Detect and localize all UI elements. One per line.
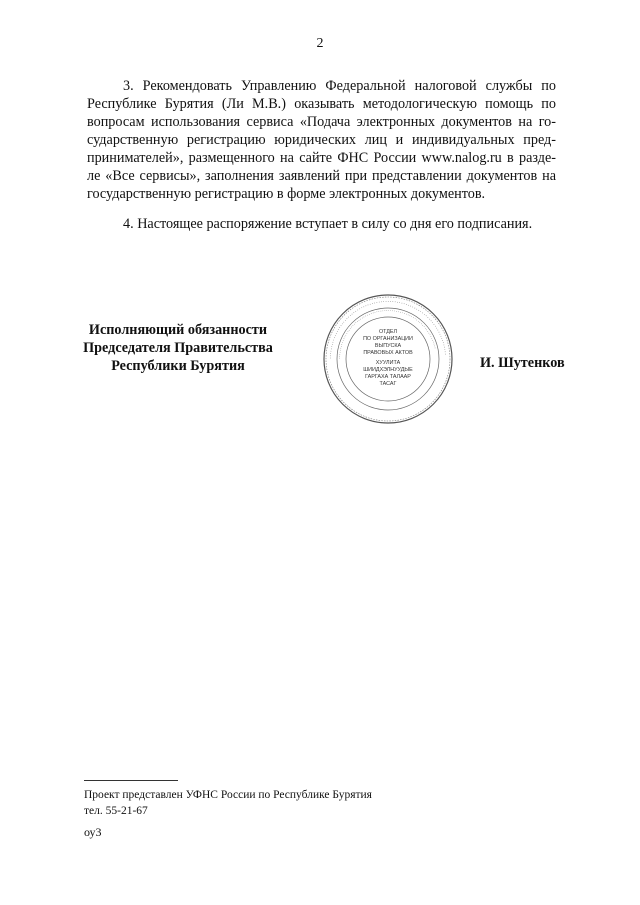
- paragraph-3-line: вопросам использования сервиса «Подача электронных документов на го-: [87, 114, 556, 130]
- signatory-name: И. Шутенков: [480, 355, 565, 371]
- seal-line: ШИИДХЭЛНУУДЫЕ: [363, 367, 413, 373]
- paragraph-4: [87, 215, 556, 233]
- paragraph-3-line: ле «Все сервисы», заполнения заявлений при представлении документов на: [87, 168, 556, 184]
- seal-line: ТАСАГ: [379, 381, 397, 387]
- paragraph-4-line: 4. Настоящее распоряжение вступает в силу со дня его подписания.: [123, 216, 533, 232]
- footnote-phone: тел. 55-21-67: [84, 805, 148, 817]
- paragraph-3-line: принимателей», размещенного на сайте ФНС России www.nalog.ru в разде-: [87, 150, 556, 166]
- seal-line: ПРАВОВЫХ АКТОВ: [363, 350, 413, 356]
- official-seal: [322, 293, 454, 425]
- paragraph-3-line: Республике Бурятия (Ли М.В.) оказывать методологическую помощь по: [87, 96, 556, 112]
- seal-line: ВЫПУСКА: [374, 343, 402, 349]
- paragraph-3: [87, 77, 556, 203]
- signatory-title-line: Республики Бурятия: [111, 358, 245, 374]
- page-number: 2: [316, 36, 324, 51]
- seal-line: ГАРГАХА ТАЛААР: [365, 374, 411, 380]
- seal-line: ХУУЛИТА: [375, 360, 401, 366]
- footnote-divider: [84, 780, 178, 781]
- footnote-line: Проект представлен УФНС России по Республике Бурятия: [84, 789, 372, 801]
- document-code: оу3: [84, 825, 102, 839]
- paragraph-3-line: сударственную регистрацию юридических лиц и индивидуальных пред-: [87, 132, 556, 148]
- footnote: [84, 787, 372, 819]
- svg-text:······························: ·······································································: [336, 307, 438, 360]
- svg-text:······························: ·············································································: [327, 298, 448, 360]
- signatory-title-line: Исполняющий обязанности: [88, 322, 268, 338]
- seal-line: ПО ОРГАНИЗАЦИИ: [363, 336, 413, 342]
- paragraph-3-line: 3. Рекомендовать Управлению Федеральной налоговой службы по: [123, 78, 556, 94]
- signatory-title-line: Председателя Правительства: [83, 340, 273, 356]
- seal-line: ОТДЕЛ: [378, 329, 398, 335]
- paragraph-3-line: государственную регистрацию в форме электронных документов.: [87, 186, 486, 202]
- signatory-title: [73, 321, 283, 375]
